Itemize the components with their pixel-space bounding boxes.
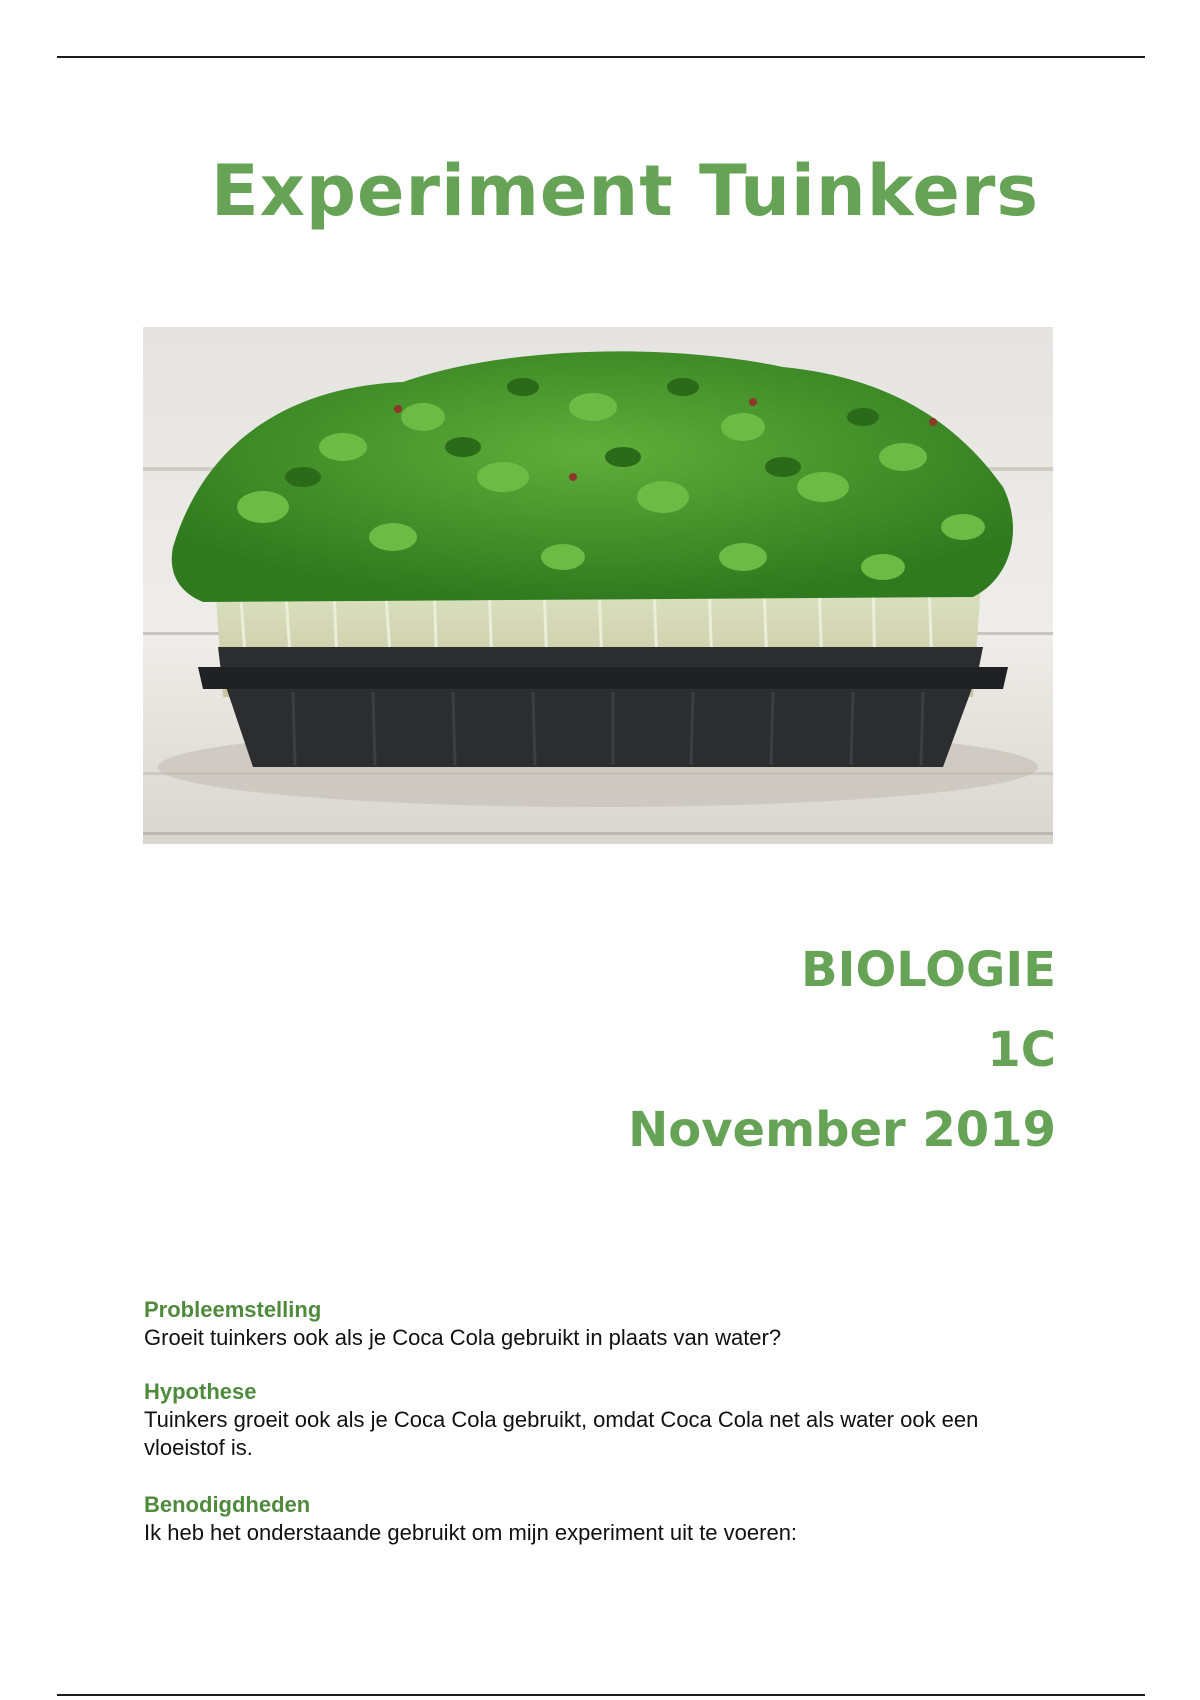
document-meta [628,930,1056,1170]
section-benodigdheden [144,1491,1044,1547]
top-rule [57,56,1145,58]
page-title: Experiment Tuinkers [210,150,1040,232]
section-body: Ik heb het onderstaande gebruikt om mijn experiment uit te voeren: [144,1520,798,1545]
subject-label: BIOLOGIE [801,942,1056,998]
section-heading: Benodigdheden [144,1492,311,1517]
class-label: 1C [987,1022,1056,1078]
section-hypothese [144,1378,1024,1462]
cress-photo-illustration [143,327,1053,844]
section-body: Groeit tuinkers ook als je Coca Cola gebruikt in plaats van water? [144,1325,782,1350]
section-heading: Hypothese [144,1379,257,1404]
section-body: Tuinkers groeit ook als je Coca Cola gebruikt, omdat Coca Cola net als water ook een vloeistof is. [144,1407,979,1460]
section-heading: Probleemstelling [144,1297,322,1322]
section-probleemstelling [144,1296,1044,1352]
date-label: November 2019 [628,1102,1056,1158]
cress-tray-photo [143,327,1053,844]
bottom-rule [57,1694,1145,1696]
